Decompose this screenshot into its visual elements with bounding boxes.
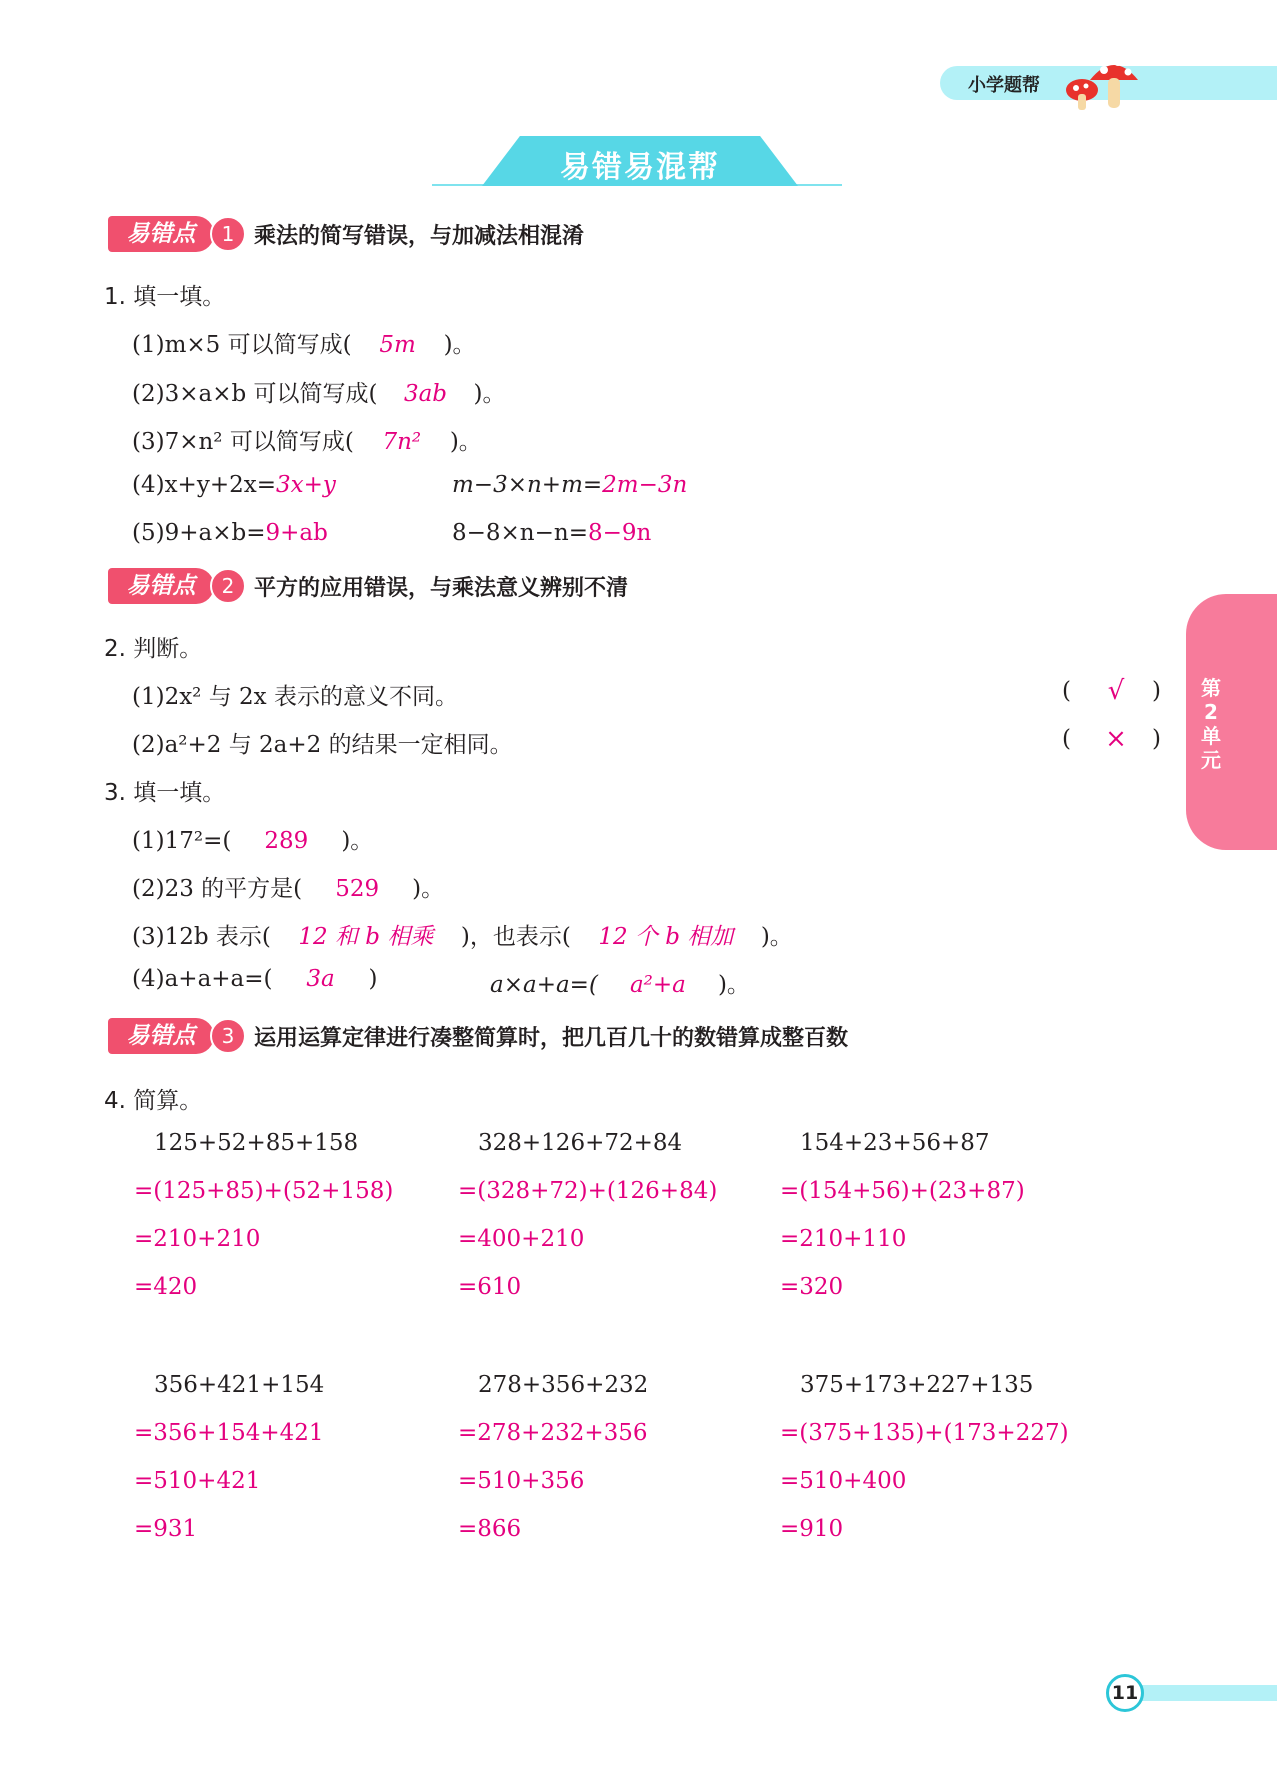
problem-2-step-2: =400+210 [458,1226,585,1252]
q1-item-1-end: )。 [443,332,476,358]
q3-item-4a-end: ) [368,966,378,992]
tag-label: 易错点 [108,216,214,252]
q1-item-3 [132,423,482,456]
q1-item-5a [132,520,328,546]
q3-item-3 [132,918,793,951]
q2-item-2-paren-close: ) [1152,726,1161,752]
q3-item-3-answer-2: 12 个 b 相加 [598,924,734,950]
problem-3-step-1: =(154+56)+(23+87) [780,1178,1025,1204]
problem-1-step-2: =210+210 [134,1226,261,1252]
q3-item-4a [132,966,378,992]
q1-item-4a-text: (4)x+y+2x= [132,472,276,498]
problem-2-expression: 328+126+72+84 [478,1130,683,1156]
problem-3-expression: 154+23+56+87 [800,1130,990,1156]
unit-label-char-2: 单 [1201,724,1221,748]
section-title: 平方的应用错误，与乘法意义辨别不清 [254,576,629,601]
q3-item-2 [132,870,444,903]
question-1-heading: 1. 填一填。 [104,284,226,310]
unit-label-char-3: 元 [1201,748,1221,772]
q1-item-1-text: (1)m×5 可以简写成( [132,332,352,358]
tag-number: 1 [210,216,246,252]
problem-4-step-2: =510+421 [134,1468,261,1494]
q3-item-4a-answer: 3a [306,966,335,992]
problem-1-step-3: =420 [134,1274,198,1300]
q2-item-1: (1)2x² 与 2x 表示的意义不同。 [132,684,458,710]
mushroom-icon [1056,46,1140,114]
problem-5-step-3: =866 [458,1516,522,1542]
q3-item-2-answer: 529 [335,876,380,902]
q3-item-3-mid: )，也表示( [460,924,571,950]
problem-4-step-3: =931 [134,1516,198,1542]
problem-1-expression: 125+52+85+158 [154,1130,359,1156]
q1-item-5a-text: (5)9+a×b= [132,520,266,546]
unit-side-label [1196,676,1226,772]
q2-item-2-paren-open: ( [1062,726,1071,752]
problem-6-expression: 375+173+227+135 [800,1372,1034,1398]
q3-item-1-answer: 289 [264,828,309,854]
problem-3-step-3: =320 [780,1274,844,1300]
q3-item-4b-answer: a²+a [629,972,686,998]
q3-item-3-text: (3)12b 表示( [132,924,271,950]
problem-4-expression: 356+421+154 [154,1372,325,1398]
tag-label: 易错点 [108,568,214,604]
brand-label: 小学题帮 [968,75,1040,96]
q1-item-4a-answer: 3x+y [275,472,336,498]
q1-item-3-text: (3)7×n² 可以简写成( [132,429,354,455]
q3-item-4b-end: )。 [717,972,750,998]
q3-item-4a-text: (4)a+a+a=( [132,966,273,992]
problem-1-step-1: =(125+85)+(52+158) [134,1178,394,1204]
section-title: 运用运算定律进行凑整简算时，把几百几十的数错算成整百数 [254,1026,849,1051]
question-2-heading: 2. 判断。 [104,636,203,662]
q1-item-2-text: (2)3×a×b 可以简写成( [132,381,378,407]
page-number-bar [1136,1685,1277,1701]
section-title: 乘法的简写错误，与加减法相混淆 [254,224,585,249]
problem-4-step-1: =356+154+421 [134,1420,324,1446]
q1-item-5b [452,520,651,546]
page-number: 11 [1106,1674,1144,1712]
q2-item-2: (2)a²+2 与 2a+2 的结果一定相同。 [132,732,513,758]
problem-2-step-1: =(328+72)+(126+84) [458,1178,718,1204]
unit-label-number: 2 [1204,700,1218,724]
problem-5-step-2: =510+356 [458,1468,585,1494]
problem-3-step-2: =210+110 [780,1226,907,1252]
q1-item-2-answer: 3ab [403,381,448,407]
q3-item-2-text: (2)23 的平方是( [132,876,303,902]
q2-item-1-answer: √ [1107,676,1125,706]
tag-label: 易错点 [108,1018,214,1054]
problem-5-step-1: =278+232+356 [458,1420,648,1446]
question-3-heading: 3. 填一填。 [104,780,226,806]
problem-6-step-1: =(375+135)+(173+227) [780,1420,1069,1446]
problem-6-step-2: =510+400 [780,1468,907,1494]
q3-item-4b-text: a×a+a=( [490,972,598,998]
q3-item-3-end: )。 [760,924,793,950]
tag-number: 2 [210,568,246,604]
q1-item-4b-text: m−3×n+m= [452,472,603,498]
q1-item-5b-answer: 8−9n [587,520,652,546]
q3-item-1-text: (1)17²=( [132,828,232,854]
q2-item-2-answer: × [1105,724,1127,754]
q1-item-5b-text: 8−8×n−n= [452,520,588,546]
q1-item-4a [132,472,336,498]
q1-item-3-end: )。 [449,429,482,455]
q1-item-4b [452,472,687,498]
q3-item-1 [132,822,373,855]
page-title: 易错易混帮 [560,150,720,185]
q3-item-4b [490,966,750,999]
q1-item-2 [132,375,505,408]
question-4-heading: 4. 简算。 [104,1088,203,1114]
q3-item-1-end: )。 [341,828,374,854]
q2-item-1-paren-close: ) [1152,678,1161,704]
problem-5-expression: 278+356+232 [478,1372,649,1398]
unit-label-char-1: 第 [1201,676,1221,700]
q1-item-3-answer: 7n² [382,429,422,455]
q1-item-4b-answer: 2m−3n [602,472,688,498]
q1-item-1 [132,326,476,359]
q3-item-3-answer-1: 12 和 b 相乘 [298,924,434,950]
tag-number: 3 [210,1018,246,1054]
q3-item-2-end: )。 [412,876,445,902]
q1-item-2-end: )。 [473,381,506,407]
problem-6-step-3: =910 [780,1516,844,1542]
problem-2-step-3: =610 [458,1274,522,1300]
q1-item-1-answer: 5m [379,332,416,358]
q1-item-5a-answer: 9+ab [265,520,328,546]
q2-item-1-paren-open: ( [1062,678,1071,704]
